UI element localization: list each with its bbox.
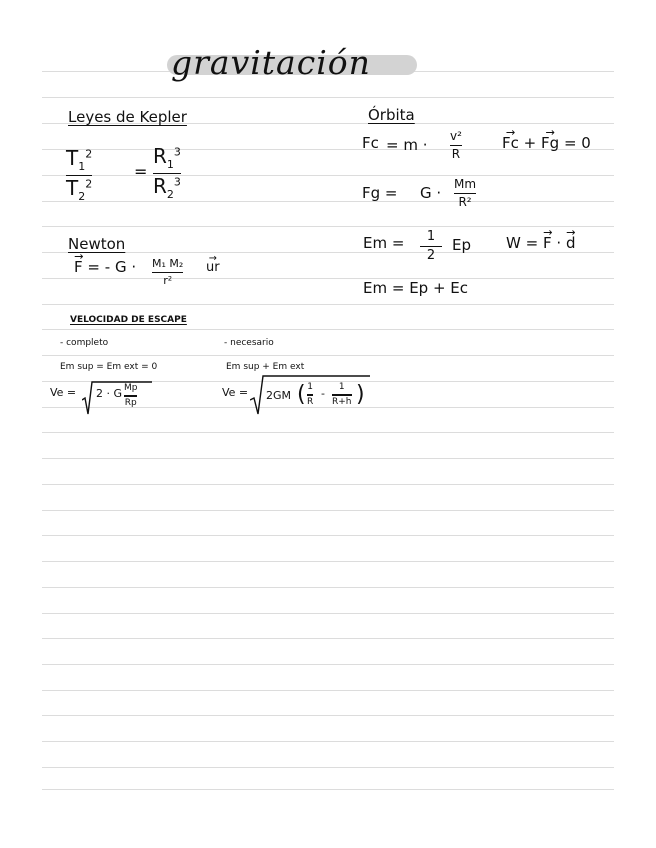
- escape-right-title: - necesario: [224, 338, 274, 348]
- fraction-bar: [152, 272, 183, 274]
- fraction-bar: [420, 246, 442, 248]
- fraction-bar: [454, 193, 476, 195]
- rule-line: [42, 175, 614, 176]
- fc-denominator: R: [451, 147, 461, 162]
- rule-line: [42, 484, 614, 485]
- fraction-bar: [124, 395, 137, 397]
- rule-line: [42, 329, 614, 330]
- rule-line: [42, 97, 614, 98]
- open-paren: (: [297, 382, 306, 407]
- force-balance: → Fc + → Fg = 0: [502, 134, 591, 152]
- rule-line: [42, 690, 614, 691]
- kepler-lhs-denominator: $T_2^2$: [66, 176, 93, 204]
- rule-line: [42, 561, 614, 562]
- escape-left-numerator: Mp: [124, 383, 138, 393]
- em-numerator: 1: [426, 229, 436, 244]
- kepler-rhs-numerator: $R_1^3$: [153, 144, 181, 171]
- escape-right-fraction-1: [307, 383, 313, 407]
- fraction-bar: [307, 394, 313, 396]
- rule-line: [42, 535, 614, 536]
- fc-eq: = m ·: [386, 136, 428, 154]
- escape-right-minus: -: [321, 387, 325, 400]
- page-title: gravitación: [171, 43, 371, 82]
- rule-line: [42, 767, 614, 768]
- rule-line: [42, 613, 614, 614]
- title-block: [165, 43, 371, 82]
- escape-right-denominator-2: R+h: [332, 396, 352, 407]
- fg-fraction: [454, 178, 476, 209]
- newton-fraction: [152, 258, 183, 287]
- escape-right-eq: Em sup + Em ext: [226, 362, 305, 372]
- escape-left-sqrt: [82, 380, 152, 416]
- kepler-rhs-denominator: $R_2^3$: [153, 174, 181, 202]
- escape-left-ve: Ve =: [50, 386, 77, 399]
- newton-numerator: M₁ M₂: [152, 257, 184, 270]
- escape-right-sqrt: [250, 374, 370, 416]
- fg-label: Fg =: [362, 184, 398, 202]
- escape-right-ve: Ve =: [222, 386, 249, 399]
- em-ep: Ep: [452, 236, 471, 254]
- em-label: Em =: [363, 234, 405, 252]
- newton-eq: = - G ·: [87, 258, 137, 276]
- em-denominator: 2: [426, 248, 436, 264]
- rule-line: [42, 587, 614, 588]
- fg-g: G ·: [420, 184, 442, 202]
- fg-numerator: Mm: [454, 177, 477, 191]
- newton-unit-vector: → ur: [206, 260, 220, 275]
- work-formula: W = → F · → d: [506, 234, 575, 252]
- vector-f: → F: [74, 258, 83, 276]
- fc-label: Fc: [362, 134, 379, 152]
- newton-denominator: r²: [163, 274, 173, 288]
- rule-line: [42, 715, 614, 716]
- escape-left-radicand: 2 · G: [96, 387, 123, 400]
- kepler-lhs-fraction: [66, 148, 92, 203]
- fc-fraction: [450, 130, 462, 161]
- escape-left-title: - completo: [60, 338, 109, 348]
- fc-numerator: v²: [450, 129, 462, 143]
- rule-line: [42, 432, 614, 433]
- fg-denominator: R²: [458, 195, 472, 210]
- escape-left-denominator: Rp: [124, 397, 137, 408]
- rule-line: [42, 304, 614, 305]
- newton-heading: Newton: [68, 235, 126, 253]
- rule-line: [42, 638, 614, 639]
- newton-formula-left: [74, 258, 136, 276]
- fraction-bar: [450, 145, 462, 147]
- rule-line: [42, 278, 614, 279]
- escape-heading: VELOCIDAD DE ESCAPE: [70, 315, 187, 325]
- rule-line: [42, 458, 614, 459]
- orbita-heading: Órbita: [368, 106, 415, 124]
- kepler-lhs-numerator: $T_1^2$: [66, 146, 93, 173]
- em-fraction: [420, 230, 442, 263]
- escape-right-numerator-2: 1: [338, 382, 345, 392]
- escape-right-radicand: 2GM: [266, 389, 292, 402]
- close-paren: ): [356, 382, 365, 407]
- escape-right-fraction-2: [332, 383, 352, 407]
- rule-line: [42, 226, 614, 227]
- rule-line: [42, 789, 614, 790]
- escape-right-denominator-1: R: [307, 396, 314, 407]
- escape-right-numerator-1: 1: [307, 382, 313, 392]
- rule-line: [42, 252, 614, 253]
- rule-line: [42, 510, 614, 511]
- energy-sum: Em = Ep + Ec: [363, 279, 469, 297]
- rule-line: [42, 664, 614, 665]
- escape-left-fraction: [124, 384, 137, 408]
- kepler-rhs-fraction: [153, 146, 181, 201]
- rule-line: [42, 741, 614, 742]
- escape-left-eq: Em sup = Em ext = 0: [60, 362, 158, 372]
- kepler-equals: =: [134, 162, 148, 181]
- rule-line: [42, 201, 614, 202]
- fraction-bar: [332, 394, 352, 396]
- kepler-heading: Leyes de Kepler: [68, 108, 187, 126]
- rule-line: [42, 355, 614, 356]
